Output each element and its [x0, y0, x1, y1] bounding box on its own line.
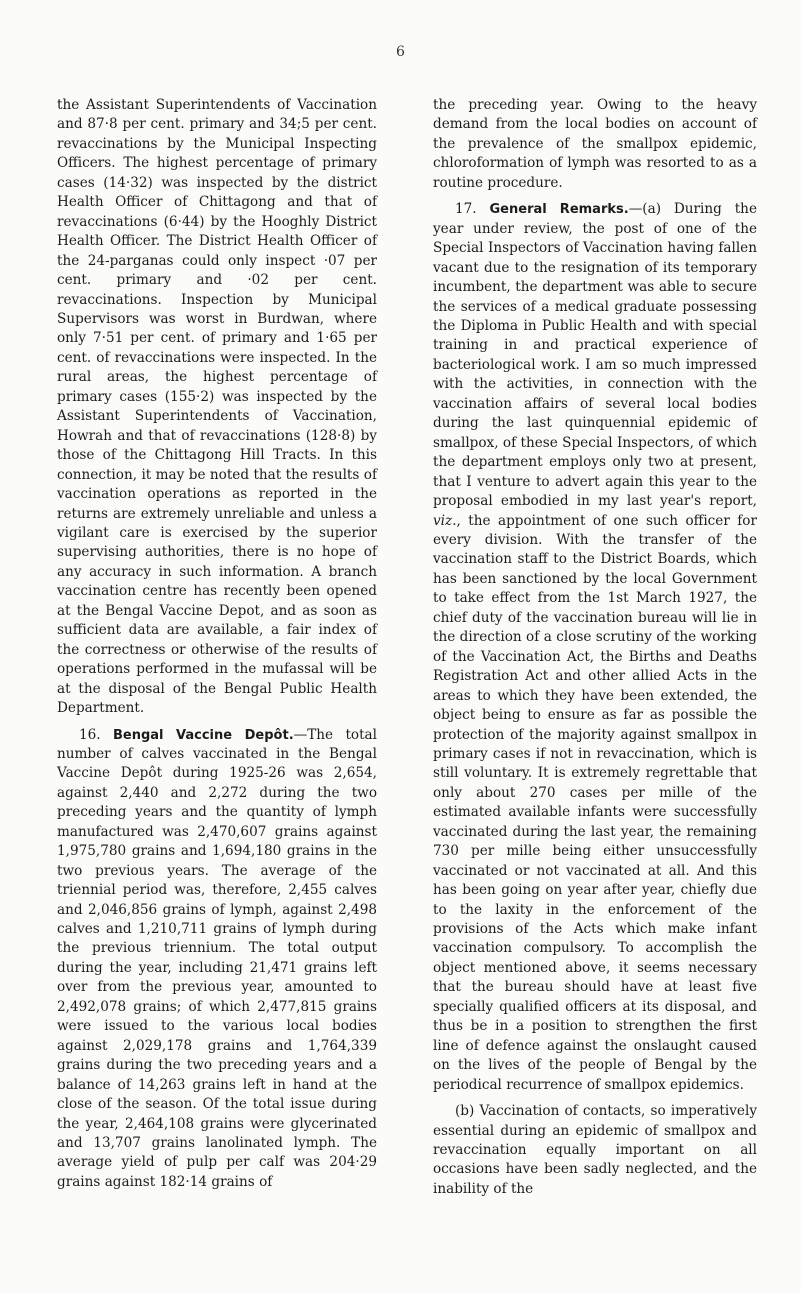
- right-column: [433, 96, 757, 1199]
- paragraph-continuation-right: the preceding year. Owing to the heavy demand from the local bodies on account of the prevalence of the smallpox epidemic, chloroformation of lymph was resorted to as a routine procedure.: [433, 97, 757, 191]
- left-column: [57, 96, 377, 1192]
- section-17-number: 17.: [455, 201, 477, 218]
- section-17-viz: viz.: [433, 512, 457, 529]
- paragraph-b-label: (b): [455, 1103, 475, 1120]
- section-17-rest: , the appointment of one such officer for every division. With the transfer of the vaccination staff to the District Boards, which has been sanctioned by the local Government to take effect from the 1st March 1927, the chief duty of the vaccination bureau will lie in the direction of a close scrutiny of the working of the Vaccination Act, the Births and Deaths Registration Act and other allied Acts in the areas to which they have been extended, the object being to ensure as far as possible the protection of the majority against smallpox in primary cases if not in revaccination, which is still voluntary. It is extremely regrettable that only about 270 cases per mille of the estimated available infants were successfully vaccinated during the last year, the remaining 730 per mille being either unsuccessfully vaccinated or not vaccinated at all. And this has been going on year after year, chiefly due to the laxity in the enforcement of the provisions of the Acts which make infant vaccination compulsory. To accomplish the object mentioned above, it seems necessary that the bureau should have at least five specially qualified officers at its disposal, and thus be in a position to strengthen the first line of defence against the onslaught caused on the lives of the people of Bengal by the periodical recurrence of smallpox epidemics.: [433, 512, 757, 1093]
- section-16-paragraph: [57, 726, 377, 1193]
- section-17-lead: —(a) During the year under review, the post of one of the Special Inspectors of Vaccination having fallen vacant due to the resignation of its temporary incumbent, the department was able to secure the services of a medical graduate possessing the Diploma in Public Health and with special training in and practical experience of bacteriological work. I am so much impressed with the activities, in connection with the vaccination affairs of several local bodies during the last quinquennial epidemic of smallpox, of these Special Inspectors, of which the department employs only two at present, that I venture to advert again this year to the proposal embodied in my last year's report,: [433, 201, 757, 510]
- paragraph-b-text: Vaccination of contacts, so imperatively essential during an epidemic of smallpox and revaccination equally important on all occasions have been sadly neglected, and the inability of the: [433, 1103, 757, 1197]
- section-17-paragraph: [433, 200, 757, 1095]
- paragraph-b: [433, 1102, 757, 1199]
- section-16-text: —The total number of calves vaccinated in the Bengal Vaccine Depôt during 1925-26 was 2,654, against 2,440 and 2,272 during the two preceding years and the quantity of lymph manufactured was 2,470,607 grains against 1,975,780 grains and 1,694,180 grains in the two previous years. The average of the triennial period was, therefore, 2,455 calves and 2,046,856 grains of lymph, against 2,498 calves and 1,210,711 grains of lymph during the previous triennium. The total output during the year, including 21,471 grains left over from the previous year, amounted to 2,492,078 grains; of which 2,477,815 grains were issued to the various local bodies against 2,029,178 grains and 1,764,339 grains during the two preceding years and a balance of 14,263 grains left in hand at the close of the season. Of the total issue during the year, 2,464,108 grains were glycerinated and 13,707 grains lanolinated lymph. The average yield of pulp per calf was 204·29 grains against 182·14 grains of: [57, 726, 377, 1190]
- section-16-heading: Bengal Vaccine Depôt.: [112, 727, 294, 743]
- section-16-number: 16.: [79, 726, 101, 743]
- section-17-heading: General Remarks.: [489, 202, 629, 218]
- page-number: 6: [396, 44, 405, 60]
- paragraph-continuation: the Assistant Superintendents of Vaccination and 87·8 per cent. primary and 34;5 per cent. revaccinations by the Municipal Inspecting Officers. The highest percentage of primary cases (14·32) was inspected by the district Health Officer of Chittagong and that of revaccinations (6·44) by the Hooghly District Health Officer. The District Health Officer of the 24-parganas could only inspect ·07 per cent. primary and ·02 per cent. revaccinations. Inspection by Municipal Supervisors was worst in Burdwan, where only 7·51 per cent. of primary and 1·65 per cent. of revaccinations were inspected. In the rural areas, the highest percentage of primary cases (155·2) was inspected by the Assistant Superintendents of Vaccination, Howrah and that of revaccinations (128·8) by those of the Chittagong Hill Tracts. In this connection, it may be noted that the results of vaccination operations as reported in the returns are extremely unreliable and unless a vigilant care is exercised by the superior supervising authorities, there is no hope of any accuracy in such information. A branch vaccination centre has recently been opened at the Bengal Vaccine Depot, and as soon as sufficient data are available, a fair index of the correctness or otherwise of the results of operations performed in the mufassal will be at the disposal of the Bengal Public Health Department.: [57, 97, 377, 717]
